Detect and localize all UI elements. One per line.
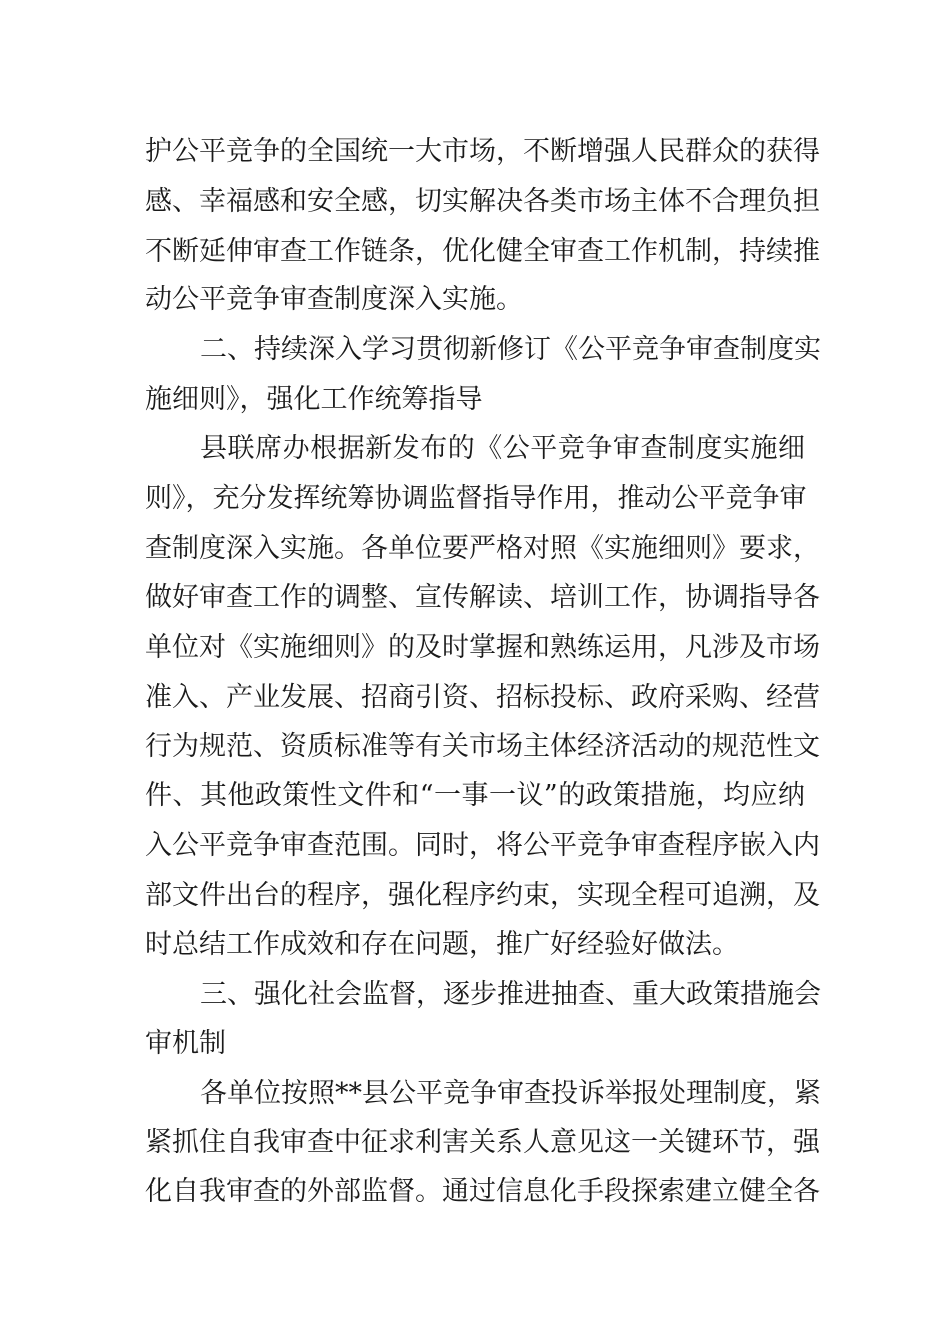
- section-heading-3-cont: 审机制: [145, 1028, 226, 1059]
- text-line: 单位对《实施细则》的及时掌握和熟练运用，凡涉及市场: [145, 632, 820, 663]
- text-line: 部文件出台的程序，强化程序约束，实现全程可追溯，及: [145, 880, 820, 911]
- section-heading-3: 三、强化社会监督，逐步推进抽查、重大政策措施会: [200, 979, 821, 1010]
- text-line: 县联席办根据新发布的《公平竞争审查制度实施细: [200, 433, 805, 464]
- text-line: 行为规范、资质标准等有关市场主体经济活动的规范性文: [145, 731, 820, 762]
- section-heading-2: 二、持续深入学习贯彻新修订《公平竞争审查制度实: [200, 334, 821, 365]
- section-heading-2-cont: 施细则》，强化工作统筹指导: [145, 384, 483, 415]
- text-line: 动公平竞争审查制度深入实施。: [145, 284, 523, 315]
- text-line: 感、幸福感和安全感，切实解决各类市场主体不合理负担: [145, 186, 820, 217]
- text-line: 各单位按照**县公平竞争审查投诉举报处理制度，紧: [200, 1078, 821, 1109]
- text-line: 护公平竞争的全国统一大市场，不断增强人民群众的获得: [145, 136, 820, 167]
- text-line: 准入、产业发展、招商引资、招标投标、政府采购、经营: [145, 682, 820, 713]
- text-line: 不断延伸审查工作链条，优化健全审查工作机制，持续推: [145, 236, 820, 267]
- text-line: 入公平竞争审查范围。同时，将公平竞争审查程序嵌入内: [145, 830, 820, 861]
- text-line: 紧抓住自我审查中征求利害关系人意见这一关键环节，强: [145, 1127, 820, 1158]
- text-line: 化自我审查的外部监督。通过信息化手段探索建立健全各: [145, 1176, 820, 1207]
- text-line: 查制度深入实施。各单位要严格对照《实施细则》要求，: [145, 533, 820, 564]
- text-line: 时总结工作成效和存在问题，推广好经验好做法。: [145, 929, 739, 960]
- text-line: 做好审查工作的调整、宣传解读、培训工作，协调指导各: [145, 582, 820, 613]
- text-line: 件、其他政策性文件和“一事一议”的政策措施，均应纳: [145, 780, 805, 811]
- text-line: 则》，充分发挥统筹协调监督指导作用，推动公平竞争审: [145, 483, 807, 514]
